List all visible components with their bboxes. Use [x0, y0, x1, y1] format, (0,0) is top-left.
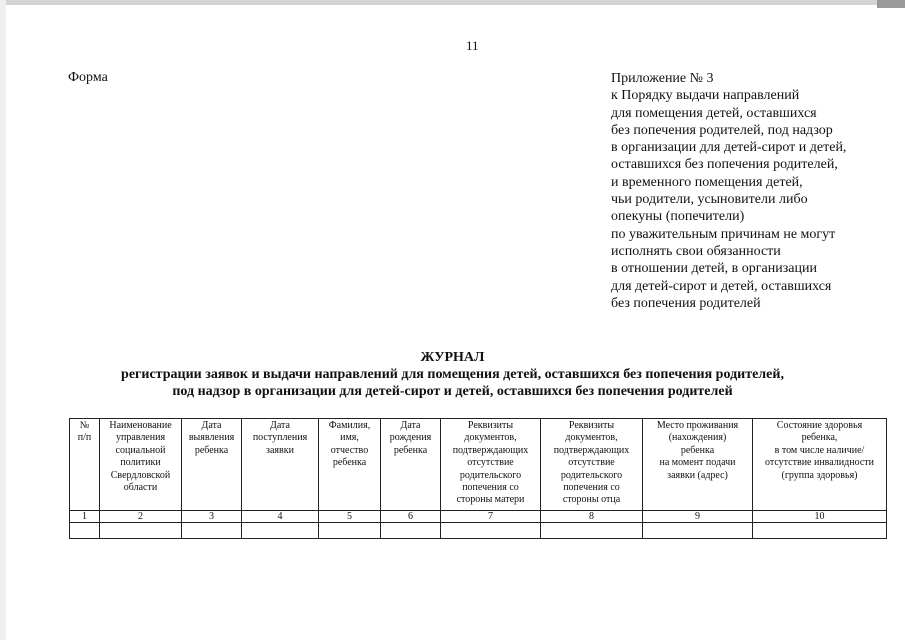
column-number: 8 — [541, 511, 643, 523]
empty-cell — [643, 523, 753, 539]
empty-cell — [381, 523, 441, 539]
empty-cell — [541, 523, 643, 539]
column-number: 1 — [70, 511, 100, 523]
title-heading: ЖУРНАЛ — [420, 350, 485, 365]
title-line-2: под надзор в организации для детей-сирот и детей, оставшихся без попечения родителей — [172, 384, 733, 399]
empty-cell — [70, 523, 100, 539]
appendix-line: по уважительным причинам не могут — [611, 226, 836, 242]
empty-cell — [182, 523, 242, 539]
column-header: Место проживания (нахождения) ребенка на момент подачи заявки (адрес) — [643, 419, 753, 511]
column-number: 3 — [182, 511, 242, 523]
appendix-line: и временного помещения детей, — [611, 174, 803, 190]
column-number-row — [70, 511, 887, 523]
appendix-line: оставшихся без попечения родителей, — [611, 157, 838, 173]
column-number: 2 — [100, 511, 182, 523]
column-header: Реквизиты документов, подтверждающих отсутствие родительского попечения со стороны матери — [441, 419, 541, 511]
column-header: Дата поступления заявки — [242, 419, 319, 511]
form-label: Форма — [68, 70, 108, 85]
column-number: 5 — [319, 511, 381, 523]
journal-table — [69, 418, 887, 539]
appendix-line: Приложение № 3 — [611, 71, 714, 86]
column-number: 7 — [441, 511, 541, 523]
title-line-1: регистрации заявок и выдачи направлений для помещения детей, оставшихся без попечения родителей, — [121, 367, 784, 382]
column-number: 9 — [643, 511, 753, 523]
appendix-line: опекуны (попечители) — [611, 209, 745, 225]
appendix-line: для детей-сирот и детей, оставшихся — [611, 278, 832, 294]
column-number: 6 — [381, 511, 441, 523]
column-header: Дата выявления ребенка — [182, 419, 242, 511]
empty-cell — [441, 523, 541, 539]
appendix-line: без попечения родителей, под надзор — [611, 122, 833, 138]
column-header: Наименование управления социальной политики Свердловской области — [100, 419, 182, 511]
empty-cell — [100, 523, 182, 539]
appendix-line: без попечения родителей — [611, 295, 761, 311]
appendix-line: в отношении детей, в организации — [611, 261, 817, 277]
column-header: Состояние здоровья ребенка, в том числе наличие/ отсутствие инвалидности (группа здоровья) — [753, 419, 887, 511]
column-number: 10 — [753, 511, 887, 523]
appendix-line: к Порядку выдачи направлений — [611, 88, 800, 104]
empty-cell — [242, 523, 319, 539]
table-row — [70, 523, 887, 539]
appendix-line: для помещения детей, оставшихся — [611, 105, 817, 121]
appendix-line: в организации для детей-сирот и детей, — [611, 140, 847, 156]
column-header: Реквизиты документов, подтверждающих отсутствие родительского попечения со стороны отца — [541, 419, 643, 511]
table-header-row — [70, 419, 887, 511]
column-header: № п/п — [70, 419, 100, 511]
appendix-line: чьи родители, усыновители либо — [611, 192, 808, 208]
column-number: 4 — [242, 511, 319, 523]
appendix-block — [611, 70, 886, 312]
appendix-line: исполнять свои обязанности — [611, 243, 781, 259]
scan-edge-left — [0, 0, 6, 640]
empty-cell — [753, 523, 887, 539]
column-header: Фамилия, имя, отчество ребенка — [319, 419, 381, 511]
empty-cell — [319, 523, 381, 539]
column-header: Дата рождения ребенка — [381, 419, 441, 511]
scan-edge-top — [0, 0, 905, 5]
page-number: 11 — [466, 38, 479, 53]
document-title — [0, 349, 905, 400]
scan-corner-mark — [877, 0, 905, 8]
